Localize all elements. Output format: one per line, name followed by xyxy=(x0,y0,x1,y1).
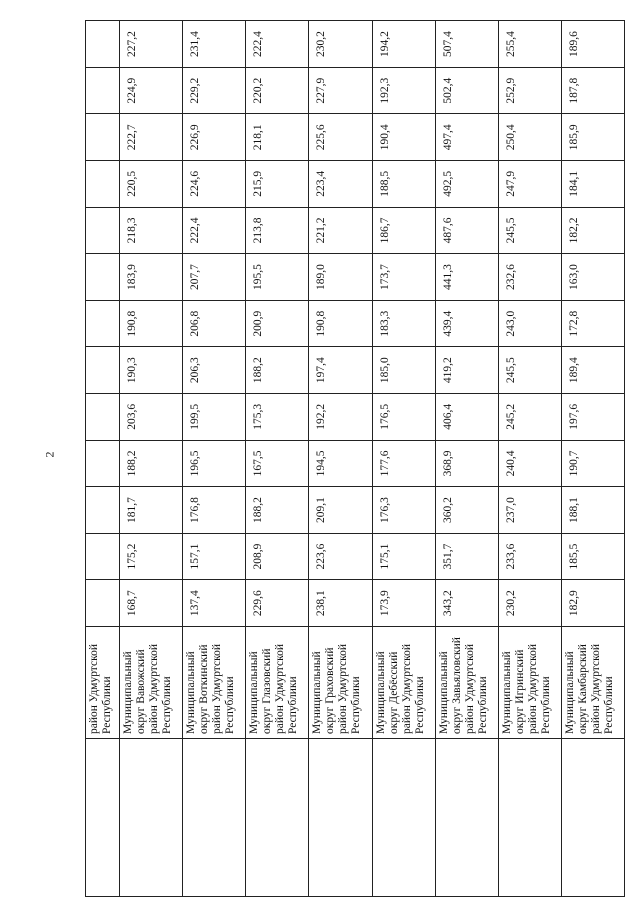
value-cell: 232,6 xyxy=(498,254,561,301)
value-cell: 175,1 xyxy=(372,533,435,580)
value-cell: 197,4 xyxy=(309,347,372,394)
empty-cell xyxy=(86,487,120,534)
value-cell: 406,4 xyxy=(435,394,498,441)
table-row xyxy=(246,21,309,897)
data-table xyxy=(85,20,625,897)
value-cell: 226,9 xyxy=(183,114,246,161)
value-cell: 497,4 xyxy=(435,114,498,161)
value-cell: 487,6 xyxy=(435,207,498,254)
value-cell: 187,8 xyxy=(561,67,624,114)
value-cell: 157,1 xyxy=(183,533,246,580)
page-number: 2 xyxy=(42,451,57,458)
value-cell: 184,1 xyxy=(561,161,624,208)
value-cell: 252,9 xyxy=(498,67,561,114)
value-cell: 419,2 xyxy=(435,347,498,394)
empty-cell xyxy=(86,739,120,897)
value-cell: 206,3 xyxy=(183,347,246,394)
value-cell: 194,5 xyxy=(309,440,372,487)
table-body xyxy=(86,21,625,897)
value-cell: 188,1 xyxy=(561,487,624,534)
value-cell: 185,9 xyxy=(561,114,624,161)
value-cell: 183,3 xyxy=(372,300,435,347)
region-name-cell: Муниципальный округ Дебёсский район Удмуртской Республики xyxy=(372,627,435,739)
empty-cell xyxy=(435,739,498,897)
value-cell: 218,1 xyxy=(246,114,309,161)
value-cell: 229,6 xyxy=(246,580,309,627)
value-cell: 221,2 xyxy=(309,207,372,254)
value-cell: 224,9 xyxy=(120,67,183,114)
value-cell: 245,5 xyxy=(498,207,561,254)
table-row-continuation xyxy=(86,21,120,897)
value-cell: 225,6 xyxy=(309,114,372,161)
value-cell: 168,7 xyxy=(120,580,183,627)
value-cell: 441,3 xyxy=(435,254,498,301)
value-cell: 213,8 xyxy=(246,207,309,254)
value-cell: 176,3 xyxy=(372,487,435,534)
empty-cell xyxy=(86,254,120,301)
value-cell: 222,4 xyxy=(183,207,246,254)
value-cell: 167,5 xyxy=(246,440,309,487)
value-cell: 245,5 xyxy=(498,347,561,394)
value-cell: 190,8 xyxy=(309,300,372,347)
value-cell: 192,2 xyxy=(309,394,372,441)
value-cell: 182,2 xyxy=(561,207,624,254)
value-cell: 177,6 xyxy=(372,440,435,487)
value-cell: 222,4 xyxy=(246,21,309,68)
empty-cell xyxy=(86,300,120,347)
empty-cell xyxy=(86,394,120,441)
value-cell: 183,9 xyxy=(120,254,183,301)
value-cell: 507,4 xyxy=(435,21,498,68)
value-cell: 233,6 xyxy=(498,533,561,580)
value-cell: 189,4 xyxy=(561,347,624,394)
value-cell: 176,8 xyxy=(183,487,246,534)
value-cell: 190,8 xyxy=(120,300,183,347)
value-cell: 360,2 xyxy=(435,487,498,534)
empty-cell xyxy=(183,739,246,897)
value-cell: 240,4 xyxy=(498,440,561,487)
value-cell: 181,7 xyxy=(120,487,183,534)
value-cell: 197,6 xyxy=(561,394,624,441)
value-cell: 368,9 xyxy=(435,440,498,487)
value-cell: 199,5 xyxy=(183,394,246,441)
value-cell: 188,2 xyxy=(246,487,309,534)
value-cell: 224,6 xyxy=(183,161,246,208)
value-cell: 194,2 xyxy=(372,21,435,68)
value-cell: 137,4 xyxy=(183,580,246,627)
region-name-cell: Муниципальный округ Вавожский район Удмуртской Республики xyxy=(120,627,183,739)
empty-cell xyxy=(86,21,120,68)
empty-cell xyxy=(309,739,372,897)
value-cell: 188,5 xyxy=(372,161,435,208)
table-row xyxy=(309,21,372,897)
empty-cell xyxy=(86,580,120,627)
region-name-cell: Муниципальный округ Воткинский район Удмуртской Республики xyxy=(183,627,246,739)
value-cell: 192,3 xyxy=(372,67,435,114)
value-cell: 238,1 xyxy=(309,580,372,627)
region-name-cell: район Удмуртской Республики xyxy=(86,627,120,739)
value-cell: 188,2 xyxy=(120,440,183,487)
value-cell: 208,9 xyxy=(246,533,309,580)
value-cell: 188,2 xyxy=(246,347,309,394)
value-cell: 182,9 xyxy=(561,580,624,627)
table-row xyxy=(561,21,624,897)
empty-cell xyxy=(561,739,624,897)
value-cell: 220,5 xyxy=(120,161,183,208)
region-name-cell: Муниципальный округ Завьяловский район Удмуртской Республики xyxy=(435,627,498,739)
value-cell: 223,6 xyxy=(309,533,372,580)
value-cell: 502,4 xyxy=(435,67,498,114)
value-cell: 203,6 xyxy=(120,394,183,441)
value-cell: 195,5 xyxy=(246,254,309,301)
value-cell: 245,2 xyxy=(498,394,561,441)
empty-cell xyxy=(86,161,120,208)
empty-cell xyxy=(372,739,435,897)
value-cell: 230,2 xyxy=(498,580,561,627)
value-cell: 439,4 xyxy=(435,300,498,347)
value-cell: 176,5 xyxy=(372,394,435,441)
empty-cell xyxy=(86,533,120,580)
value-cell: 243,0 xyxy=(498,300,561,347)
value-cell: 227,9 xyxy=(309,67,372,114)
value-cell: 190,3 xyxy=(120,347,183,394)
value-cell: 255,4 xyxy=(498,21,561,68)
value-cell: 343,2 xyxy=(435,580,498,627)
value-cell: 227,2 xyxy=(120,21,183,68)
value-cell: 175,2 xyxy=(120,533,183,580)
table-row xyxy=(498,21,561,897)
value-cell: 185,0 xyxy=(372,347,435,394)
value-cell: 247,9 xyxy=(498,161,561,208)
value-cell: 185,5 xyxy=(561,533,624,580)
value-cell: 190,4 xyxy=(372,114,435,161)
empty-cell xyxy=(86,67,120,114)
value-cell: 231,4 xyxy=(183,21,246,68)
rotated-table-wrapper xyxy=(85,31,625,897)
value-cell: 223,4 xyxy=(309,161,372,208)
value-cell: 207,7 xyxy=(183,254,246,301)
region-name-cell: Муниципальный округ Камбарский район Удмуртской Республики xyxy=(561,627,624,739)
empty-cell xyxy=(86,114,120,161)
value-cell: 351,7 xyxy=(435,533,498,580)
empty-cell xyxy=(86,440,120,487)
table-row xyxy=(435,21,498,897)
value-cell: 173,9 xyxy=(372,580,435,627)
value-cell: 172,8 xyxy=(561,300,624,347)
value-cell: 220,2 xyxy=(246,67,309,114)
value-cell: 196,5 xyxy=(183,440,246,487)
empty-cell xyxy=(498,739,561,897)
empty-cell xyxy=(86,347,120,394)
empty-cell xyxy=(86,207,120,254)
table-row xyxy=(372,21,435,897)
value-cell: 190,7 xyxy=(561,440,624,487)
value-cell: 189,0 xyxy=(309,254,372,301)
value-cell: 189,6 xyxy=(561,21,624,68)
value-cell: 222,7 xyxy=(120,114,183,161)
value-cell: 163,0 xyxy=(561,254,624,301)
value-cell: 175,3 xyxy=(246,394,309,441)
value-cell: 186,7 xyxy=(372,207,435,254)
table-row xyxy=(183,21,246,897)
value-cell: 237,0 xyxy=(498,487,561,534)
empty-cell xyxy=(246,739,309,897)
value-cell: 206,8 xyxy=(183,300,246,347)
value-cell: 218,3 xyxy=(120,207,183,254)
region-name-cell: Муниципальный округ Граховский район Удмуртской Республики xyxy=(309,627,372,739)
value-cell: 215,9 xyxy=(246,161,309,208)
value-cell: 492,5 xyxy=(435,161,498,208)
value-cell: 229,2 xyxy=(183,67,246,114)
empty-cell xyxy=(120,739,183,897)
value-cell: 230,2 xyxy=(309,21,372,68)
value-cell: 173,7 xyxy=(372,254,435,301)
value-cell: 209,1 xyxy=(309,487,372,534)
region-name-cell: Муниципальный округ Игринский район Удмуртской Республики xyxy=(498,627,561,739)
value-cell: 250,4 xyxy=(498,114,561,161)
table-row xyxy=(120,21,183,897)
value-cell: 200,9 xyxy=(246,300,309,347)
region-name-cell: Муниципальный округ Глазовский район Удмуртской Республики xyxy=(246,627,309,739)
